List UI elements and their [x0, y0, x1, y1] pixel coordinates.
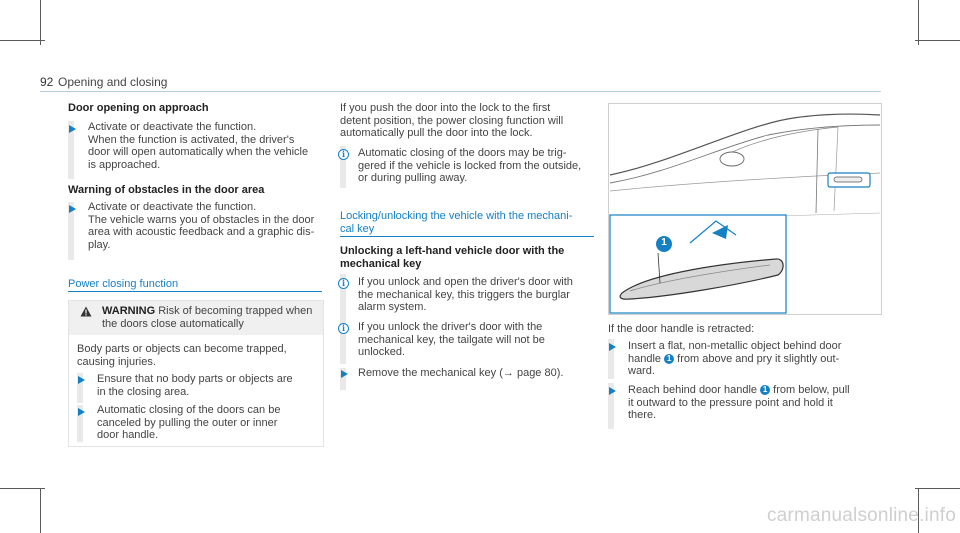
crop-mark [915, 488, 960, 489]
info-icon: i [338, 278, 349, 289]
crop-mark [0, 488, 45, 489]
section-rule [68, 291, 322, 292]
section-rule [340, 236, 594, 237]
retracted-step-1: Insert a flat, non-metallic object behind door handle 1 from above and pry it slightly out- ward. [628, 340, 842, 378]
blue-arrow-icon [78, 376, 85, 384]
warning-step-1: Ensure that no body parts or objects are in the closing area. [97, 373, 293, 398]
callout-badge: 1 [664, 354, 674, 364]
blue-arrow-icon [341, 370, 348, 378]
blue-arrow-icon [609, 343, 616, 351]
door-opening-heading: Door opening on approach [68, 102, 209, 114]
watermark: carmanualsonline.info [766, 505, 956, 526]
crop-mark [40, 0, 41, 45]
warning-step-2: Automatic closing of the doors can be canceled by pulling the outer or inner door handle. [97, 404, 281, 442]
locking-heading: Locking/unlocking the vehicle with the mechani- cal key [340, 210, 573, 235]
crop-mark [0, 40, 45, 41]
blue-arrow-icon [609, 387, 616, 395]
header-divider [40, 91, 881, 92]
info-icon: i [338, 149, 349, 160]
unlocking-heading: Unlocking a left-hand vehicle door with the mechanical key [340, 245, 565, 270]
page-number: 92 [40, 75, 54, 89]
warning-title: WARNING Risk of becoming trapped when the doors close automatically [102, 305, 313, 330]
obstacle-warning-heading: Warning of obstacles in the door area [68, 184, 265, 196]
retracted-text: If the door handle is retracted: [608, 323, 755, 335]
door-handle-illustration [608, 103, 882, 315]
note-tailgate: If you unlock the driver's door with the mechanical key, the tailgate will not be unlocked. [358, 321, 545, 359]
power-closing-intro: If you push the door into the lock to the first detent position, the power closing function will automatically pull the door into the lock. [340, 102, 564, 140]
blue-arrow-icon [69, 125, 76, 133]
blue-arrow-icon [69, 205, 76, 213]
callout-badge: 1 [760, 385, 770, 395]
power-closing-heading: Power closing function [68, 278, 179, 290]
blue-arrow-icon [78, 408, 85, 416]
section-title: Opening and closing [58, 75, 168, 89]
note-burglar-alarm: If you unlock and open the driver's door with the mechanical key, this triggers the burglar alarm system. [358, 276, 573, 314]
crop-mark [40, 488, 41, 533]
info-icon: i [338, 323, 349, 334]
crop-mark [918, 0, 919, 45]
warning-body: Body parts or objects can become trapped, causing injuries. [77, 343, 287, 368]
retracted-step-2: Reach behind door handle 1 from below, pull it outward to the pressure point and hold it there. [628, 384, 850, 422]
obstacle-step-text: Activate or deactivate the function. The vehicle warns you of obstacles in the door area with acoustic feedback and a graphic dis- play. [88, 201, 315, 251]
note-auto-closing: Automatic closing of the doors may be trig- gered if the vehicle is locked from the outside, or during pulling away. [358, 147, 582, 185]
door-step-text: Activate or deactivate the function. When the function is activated, the driver's door will open automatically when the vehicle is approached. [88, 121, 309, 171]
callout-number: 1 [661, 237, 667, 248]
warning-triangle-icon [80, 306, 92, 317]
crop-mark [915, 40, 960, 41]
warning-box [68, 300, 324, 447]
remove-key-step: Remove the mechanical key (→ page 80). [358, 367, 564, 379]
